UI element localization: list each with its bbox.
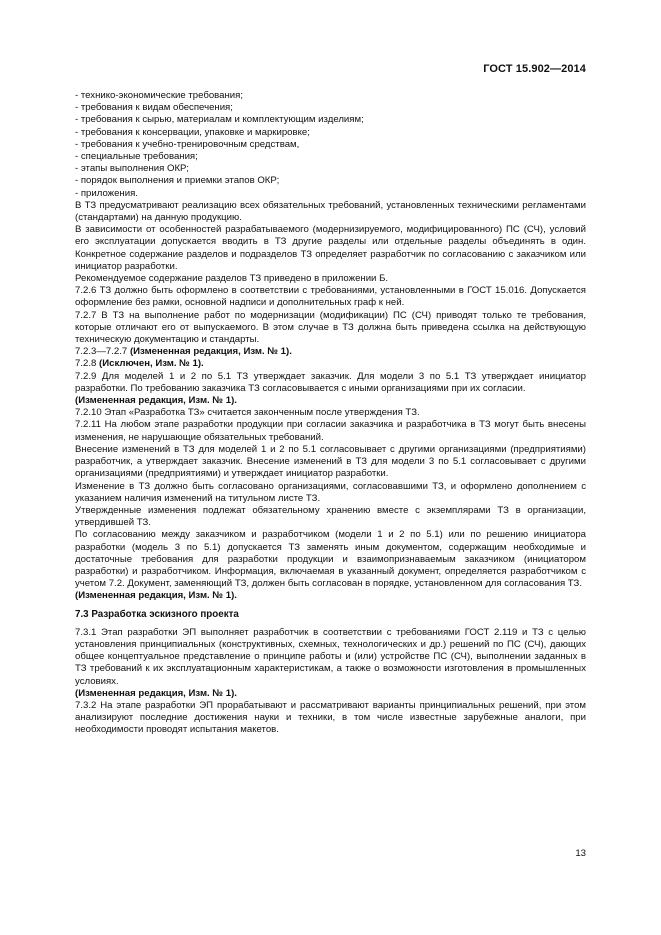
paragraph-7-3-2: 7.3.2 На этапе разработки ЭП прорабатывают и рассматривают варианты принципиальных решений, при этом анализируют последние достижения науки и техники, в том числе известные зарубежные аналоги, при необходимости проводят испытания макетов. [75, 699, 586, 736]
paragraph: По согласованию между заказчиком и разработчиком (модели 1 и 2 по 5.1) или по решению инициатора разработки (модель 3 по 5.1) допускается ТЗ заменять иным документом, содержащим необходимые и достаточные требования для разработки продукции и взаимопризнаваемым заказчиком (инициатором разработки) и разработчиком. Информация, включаемая в указанный документ, определяется разработчиком с учетом 7.2. Документ, заменяющий ТЗ, должен быть согласован в порядке, установленном для согласования ТЗ. [75, 529, 586, 590]
section-title: 7.3 Разработка эскизного проекта [75, 608, 239, 620]
paragraph: В зависимости от особенностей разрабатываемого (модернизируемого, модифицированного) ПС (СЧ), условий его эксплуатации допускается вводить в ТЗ другие разделы или отдельные разделы объединять в один. Конкретное содержание разделов и подразделов ТЗ определяет разработчик по согласованию с заказчиком или инициатор разработки. [75, 224, 586, 272]
amendment-note [75, 346, 586, 358]
amendment-note: (Измененная редакция, Изм. № 1). [75, 395, 237, 407]
list-item: - требования к учебно-тренировочным средствам, [75, 138, 300, 150]
clause-number: 7.2.8 [75, 358, 97, 370]
list-item: - требования к сырью, материалам и комплектующим изделиям; [75, 114, 364, 126]
paragraph: Утвержденные изменения подлежат обязательному хранению вместе с экземплярами ТЗ в организации, утвердившей ТЗ. [75, 504, 586, 529]
amendment-note: (Измененная редакция, Изм. № 1). [75, 590, 237, 602]
paragraph: Изменение в ТЗ должно быть согласовано организациями, согласовавшими ТЗ, и оформлено дополнением с указанием наличия изменений на титульном листе ТЗ. [75, 480, 586, 504]
requirements-list [75, 90, 586, 200]
excluded-text: (Исключен, Изм. № 1). [99, 358, 204, 370]
list-item: - технико-экономические требования; [75, 90, 244, 101]
paragraph-7-2-10: 7.2.10 Этап «Разработка ТЗ» считается законченным после утверждения ТЗ. [75, 407, 420, 419]
list-item: - требования к видам обеспечения; [75, 102, 233, 114]
paragraph-7-2-7: 7.2.7 В ТЗ на выполнение работ по модернизации (модификации) ПС (СЧ) приводят только те требования, которые отличают его от выпускаемого. В этом случае в ТЗ должна быть приведена ссылка на действующую техническую документацию и стандарты. [75, 309, 586, 346]
paragraph-7-2-9: 7.2.9 Для моделей 1 и 2 по 5.1 ТЗ утверждает заказчик. Для модели 3 по 5.1 ТЗ утверждает инициатор разработки. По требованию заказчика ТЗ согласовывается с иными организациями при их согласии. [75, 370, 586, 394]
amendment-note: (Измененная редакция, Изм. № 1). [75, 687, 237, 699]
paragraph-7-2-6: 7.2.6 ТЗ должно быть оформлено в соответствии с требованиями, установленными в ГОСТ 15.016. Допускается оформление без рамки, основной надписи и дополнительных граф к ней. [75, 285, 586, 309]
document-code-header: ГОСТ 15.902—2014 [483, 63, 586, 75]
amendment-text: (Измененная редакция, Изм. № 1). [129, 346, 292, 358]
paragraph: Внесение изменений в ТЗ для моделей 1 и 2 по 5.1 согласовывает с другими организациями (предприятиями) разработчик, а утверждает заказчик. Внесение изменений в ТЗ для модели 3 по 5.1 согласовывает с другими организациями (предприятиями) и утверждает инициатор разработки. [75, 443, 586, 480]
paragraph-7-3-1: 7.3.1 Этап разработки ЭП выполняет разработчик в соответствии с требованиями ГОСТ 2.119 и ТЗ с целью установления принципиальных (конструктивных, схемных, технологических и др.) решений по ПС (СЧ), дающих общее концептуальное представление о принципе работы и (или) устройстве ПС (СЧ), выполнении заданных в ТЗ требований к их эксплуатационным характеристикам, а также о возможности изготовления в промышленных условиях. [75, 626, 586, 687]
clause-number: 7.2.3—7.2.7 [75, 346, 128, 358]
list-item: - приложения. [75, 187, 138, 199]
list-item: - порядок выполнения и приемки этапов ОКР; [75, 175, 280, 187]
paragraph-7-2-11: 7.2.11 На любом этапе разработки продукции при согласии заказчика и разработчика в ТЗ могут быть внесены изменения, не нарушающие обязательных требований. [75, 419, 586, 443]
document-body [75, 90, 586, 737]
paragraph: Рекомендуемое содержание разделов ТЗ приведено в приложении Б. [75, 273, 389, 285]
list-item: - этапы выполнения ОКР; [75, 163, 189, 175]
paragraph: В ТЗ предусматривают реализацию всех обязательных требований, установленных техническими регламентами (стандартами) на данную продукцию. [75, 199, 586, 224]
excluded-clause [75, 358, 586, 370]
list-item: - специальные требования; [75, 151, 198, 163]
page-number: 13 [575, 848, 586, 859]
list-item: - требования к консервации, упаковке и маркировке; [75, 126, 310, 138]
